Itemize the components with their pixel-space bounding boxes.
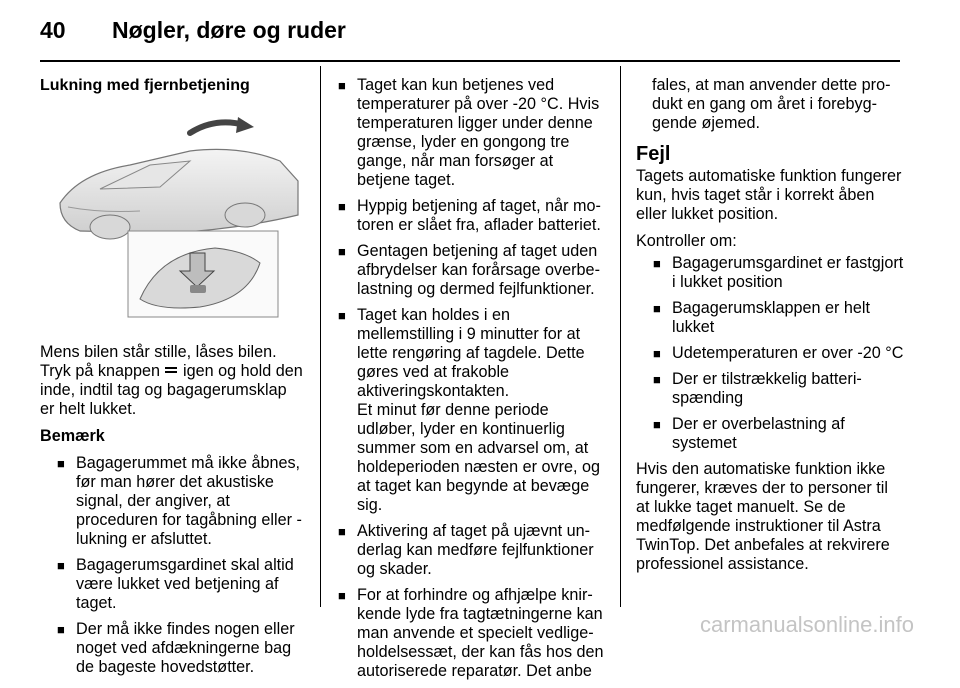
list-item-extra: Et minut før denne periode udløber, lyder en kontinuerlig summer som en advarsel om, at holdeperioden næsten er ovre, og at taget kan begynde at bevæge sig. — [357, 401, 600, 514]
convertible-roof-illustration — [40, 103, 303, 321]
list-item: ■ For at forhindre og afhjælpe knirkende lyde fra tagtætningerne kan man anvende et specielt vedligeholdelsessæt, der kan fås hos den autoriserede reparatør. Det anbe — [335, 586, 607, 681]
note-item: ■ Bagagerummet må ikke åbnes, før man hører det akustiske signal, der angiver, at proceduren for tagåbning eller -lukning er afsluttet. — [40, 454, 304, 549]
check-item: ■ Udetemperaturen er over -20 °C — [636, 344, 904, 363]
column-2 — [335, 76, 607, 688]
footer-brand: carmanualsonline.info — [699, 612, 914, 637]
check-list — [636, 254, 904, 453]
note-list — [40, 454, 304, 677]
list-item: ■ Taget kan holdes i en mellemstilling i 9 minutter for at lette rengøring af tagdele. Dette gøres ved at frakoble aktiveringskontakten. Et minut før denne periode udløber, lyder en kontinuerlig summer som en advarsel om, at holdeperioden næsten er ovre, og at taget kan begynde at bevæge sig. — [335, 306, 607, 515]
closing-text: Hvis den automatiske funktion ikke fungerer, kræves der to personer til at lukke taget manuelt. Se de medfølgende instruktioner til Astra TwinTop. Det anbefales at rekvirere professionel assistance. — [636, 460, 890, 573]
list-item: ■ Aktivering af taget på ujævnt underlag kan medføre fejlfunktioner og skader. — [335, 522, 607, 579]
check-label: Kontroller om: — [636, 232, 737, 250]
column-3 — [636, 76, 904, 582]
note-title: Bemærk — [40, 427, 105, 446]
section-title: Lukning med fjernbetjening — [40, 77, 250, 94]
column-divider-2 — [620, 66, 621, 607]
roof-button-icon — [164, 362, 178, 381]
continuation-text: fales, at man anvender dette produkt en gang om året i forebyggende øjemed. — [652, 76, 891, 132]
roof-info-list — [335, 76, 607, 681]
header-rule — [40, 60, 900, 62]
page-number: 40 — [40, 17, 66, 43]
check-item: ■ Der er overbelastning af systemet — [636, 415, 904, 453]
page-title: Nøgler, døre og ruder — [112, 17, 346, 43]
column-1 — [40, 76, 304, 684]
list-item: ■ Taget kan kun betjenes ved temperaturer på over -20 °C. Hvis temperaturen ligger under denne grænse, lyder en gongong tre gange, når man forsøger at betjene taget. — [335, 76, 607, 190]
check-item: ■ Der er tilstrækkelig batterispænding — [636, 370, 904, 408]
note-item: ■ Bagagerumsgardinet skal altid være lukket ved betjening af taget. — [40, 556, 304, 613]
list-item: ■ Hyppig betjening af taget, når motoren er slået fra, aflader batteriet. — [335, 197, 607, 235]
check-item: ■ Bagagerumsgardinet er fastgjort i lukket position — [636, 254, 904, 292]
note-item: ■ Der må ikke findes nogen eller noget ved afdækningerne bag de bageste hovedstøtter. — [40, 620, 304, 677]
check-item: ■ Bagagerumsklappen er helt lukket — [636, 299, 904, 337]
body-paragraph: Mens bilen står stille, låses bilen. Tryk på knappen igen og hold den inde, indtil tag og bagagerumsklap er helt lukket. — [40, 343, 303, 419]
list-item: ■ Gentagen betjening af taget uden afbrydelser kan forårsage overbelastning og dermed fejlfunktioner. — [335, 242, 607, 299]
column-divider-1 — [320, 66, 321, 607]
section-heading-fejl: Fejl — [636, 143, 671, 165]
intro-text: Tagets automatiske funktion fungerer kun, hvis taget står i korrekt åben eller lukket position. — [636, 167, 902, 223]
